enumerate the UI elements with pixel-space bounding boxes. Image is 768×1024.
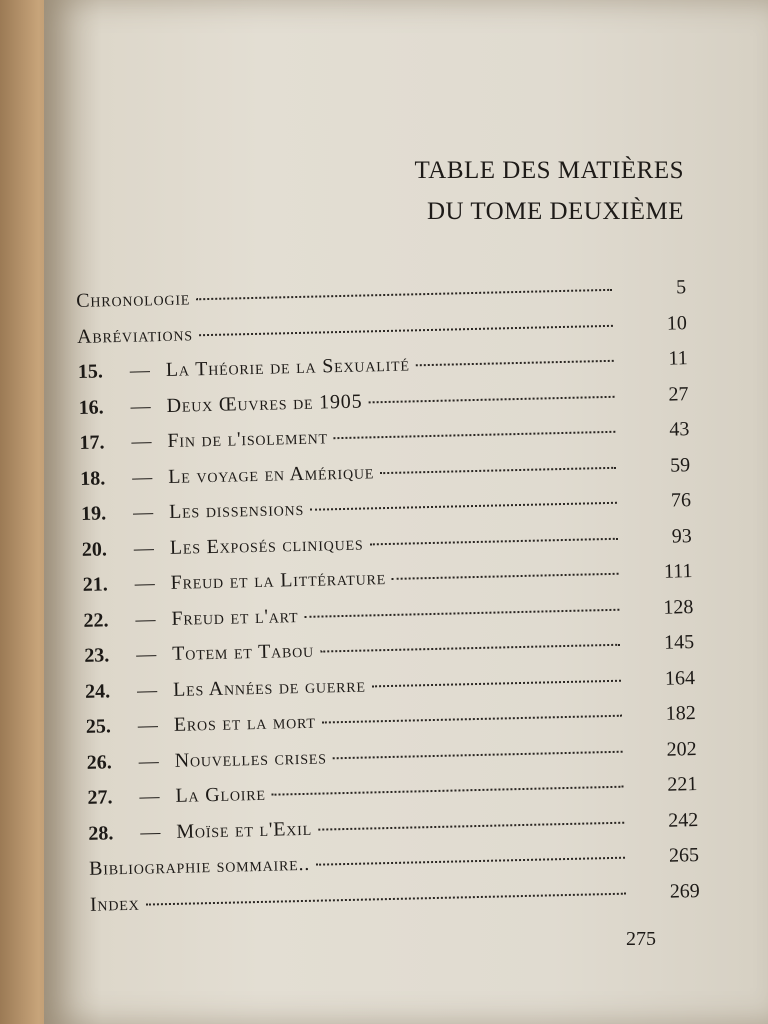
entry-title: La Gloire [175,782,266,807]
chapter-number: 27. [87,786,113,809]
page-number: 5 [675,276,687,299]
dot-leader [272,786,624,796]
page-number: 43 [669,418,690,441]
entry-title: Chronologie [76,287,191,312]
page-number: 221 [667,773,698,796]
page-number: 11 [668,347,688,370]
em-dash: — [135,607,157,631]
em-dash: — [138,749,160,773]
em-dash: — [132,501,155,524]
entry-title: Abréviations [76,322,194,348]
page-number: 128 [663,595,694,619]
chapter-number: 24. [84,679,111,703]
page-number: 265 [668,844,700,867]
page-number: 59 [669,453,691,477]
chapter-number: 18. [80,466,106,490]
entry-title: Les dissensions [168,497,305,523]
chapter-number: 25. [85,715,112,738]
page-number: 242 [667,808,699,832]
entry-title: Les Exposés cliniques [169,532,364,559]
em-dash: — [140,820,162,844]
entry-title: Eros et la mort [173,710,316,736]
page-number: 27 [668,382,689,406]
entry-title: Totem et Tabou [172,639,315,665]
em-dash: — [130,394,152,418]
dot-leader [369,537,617,545]
dot-leader [333,750,623,759]
chapter-number: 15. [77,360,104,383]
page-number: 164 [664,666,696,690]
chapter-number: 20. [81,537,108,561]
page-number: 111 [663,560,693,583]
entry-title: Deux Œuvres de 1905 [166,390,363,417]
entry-title: La Théorie de la Sexualité [165,353,410,381]
chapter-number: 19. [80,502,107,525]
chapter-number: 26. [86,750,112,774]
dot-leader [145,892,625,905]
toc-heading [415,150,685,232]
dot-leader [304,608,619,617]
page-number: 182 [665,702,697,725]
dot-leader [322,715,622,724]
em-dash: — [137,714,159,737]
dot-leader [199,324,613,335]
em-dash: — [139,785,161,808]
em-dash: — [132,465,154,489]
chapter-number: 22. [83,608,109,632]
em-dash: — [131,430,153,453]
page-number: 10 [666,311,688,335]
em-dash: — [129,359,151,382]
page-number: 202 [666,737,697,761]
entry-title: Index [89,892,140,916]
em-dash: — [133,536,155,560]
heading-line-2: DU TOME DEUXIÈME [426,198,684,225]
em-dash: — [136,643,158,666]
em-dash: — [136,678,159,702]
dot-leader [310,502,617,511]
chapter-number: 16. [78,395,104,419]
entry-title: Nouvelles crises [174,745,327,772]
dot-leader [334,431,616,439]
entry-title: Moïse et l'Exil [176,817,313,843]
heading-line-1: TABLE DES MATIÈRES [414,157,684,184]
dot-leader [380,466,616,473]
chapter-number: 17. [79,431,105,454]
entry-title: Fin de l'isolement [167,426,329,452]
dot-leader [368,395,614,403]
page-number: 269 [669,879,701,903]
entry-title: Les Années de guerre [172,674,366,701]
page-number: 145 [663,631,695,654]
chapter-number: 21. [82,573,108,596]
dot-leader [320,644,620,653]
dot-leader [416,360,614,366]
dot-leader [196,289,612,300]
dot-leader [372,679,621,687]
table-of-contents [76,276,700,929]
page-number: 93 [671,524,692,548]
dot-leader [318,821,624,830]
dot-leader [316,857,625,866]
page-number: 76 [670,489,692,512]
chapter-number: 28. [88,821,114,845]
entry-title: Freud et l'art [171,604,299,630]
trailing-page-number: 275 [626,928,656,950]
dot-leader [392,573,619,580]
entry-title: Bibliographie sommaire.. [88,852,311,880]
entry-title: Freud et la Littérature [170,567,387,594]
chapter-number: 23. [84,644,110,667]
entry-title: Le voyage en Amérique [168,460,375,488]
em-dash: — [134,572,156,595]
